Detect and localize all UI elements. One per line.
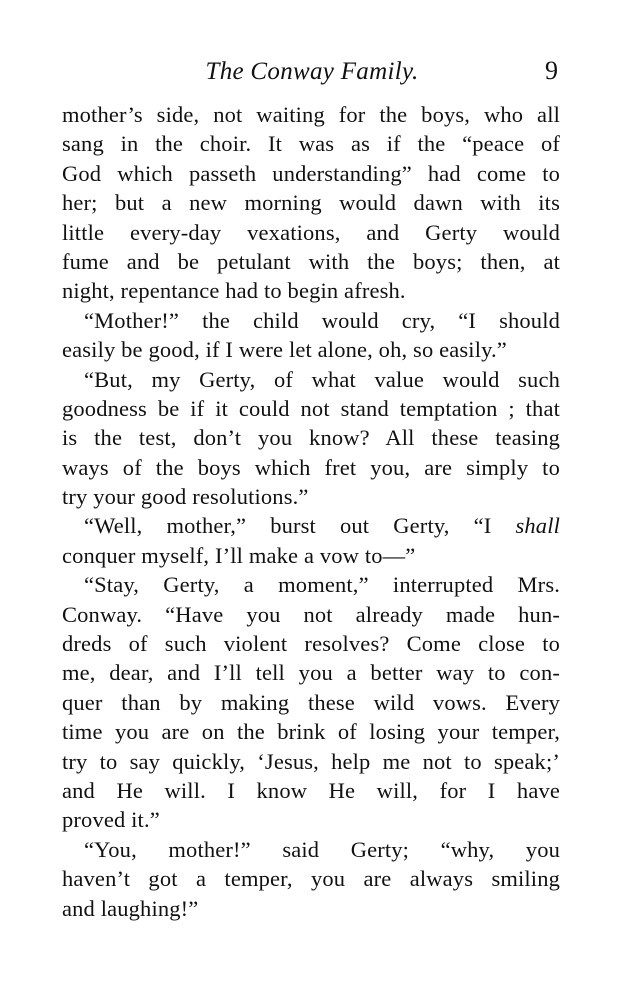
text-line: and He will. I know He will, for I have [62,777,560,803]
running-head [62,56,562,88]
text-line: try your good resolutions.” [62,484,309,510]
text-line: her; but a new morning would dawn with its [62,190,560,216]
text-line: easily be good, if I were let alone, oh, so easily.” [62,337,507,363]
text-line: “Stay, Gerty, a moment,” interrupted Mrs. [84,572,560,598]
text-line: dreds of such violent resolves? Come close to [62,631,560,657]
running-title: The Conway Family. [205,58,419,85]
page-number: 9 [545,56,558,85]
text-line: fume and be petulant with the boys; then, at [62,248,560,274]
text-line: “You, mother!” said Gerty; “why, you [84,836,560,862]
text-line: haven’t got a temper, you are always smiling [62,866,560,892]
text-line: sang in the choir. It was as if the “peace of [62,131,560,157]
text-line: “But, my Gerty, of what value would such [84,366,560,392]
text-line: is the test, don’t you know? All these teasing [62,425,560,451]
text-line: God which passeth understanding” had come to [62,160,560,186]
text-line-with-italic [62,511,560,540]
text-line: little every-day vexations, and Gerty would [62,219,560,245]
text-line: ways of the boys which fret you, are simply to [62,454,560,480]
text-line: conquer myself, I’ll make a vow to—” [62,542,416,568]
italic-word: shall [515,513,560,539]
text-line: try to say quickly, ‘Jesus, help me not to speak;’ [62,748,560,774]
text-segment: “Well, mother,” burst out Gerty, “I [84,513,516,539]
text-line: “Mother!” the child would cry, “I should [84,307,560,333]
text-line: proved it.” [62,807,160,833]
text-line: quer than by making these wild vows. Every [62,689,560,715]
text-line: night, repentance had to begin afresh. [62,278,406,304]
text-line: time you are on the brink of losing your temper, [62,719,560,745]
text-line: Conway. “Have you not already made hun- [62,601,560,627]
text-line: mother’s side, not waiting for the boys, who all [62,102,560,127]
body-text [62,100,560,923]
text-line: me, dear, and I’ll tell you a better way to con- [62,660,560,686]
text-line: and laughing!” [62,895,199,921]
text-line: goodness be if it could not stand temptation ; that [62,395,560,421]
